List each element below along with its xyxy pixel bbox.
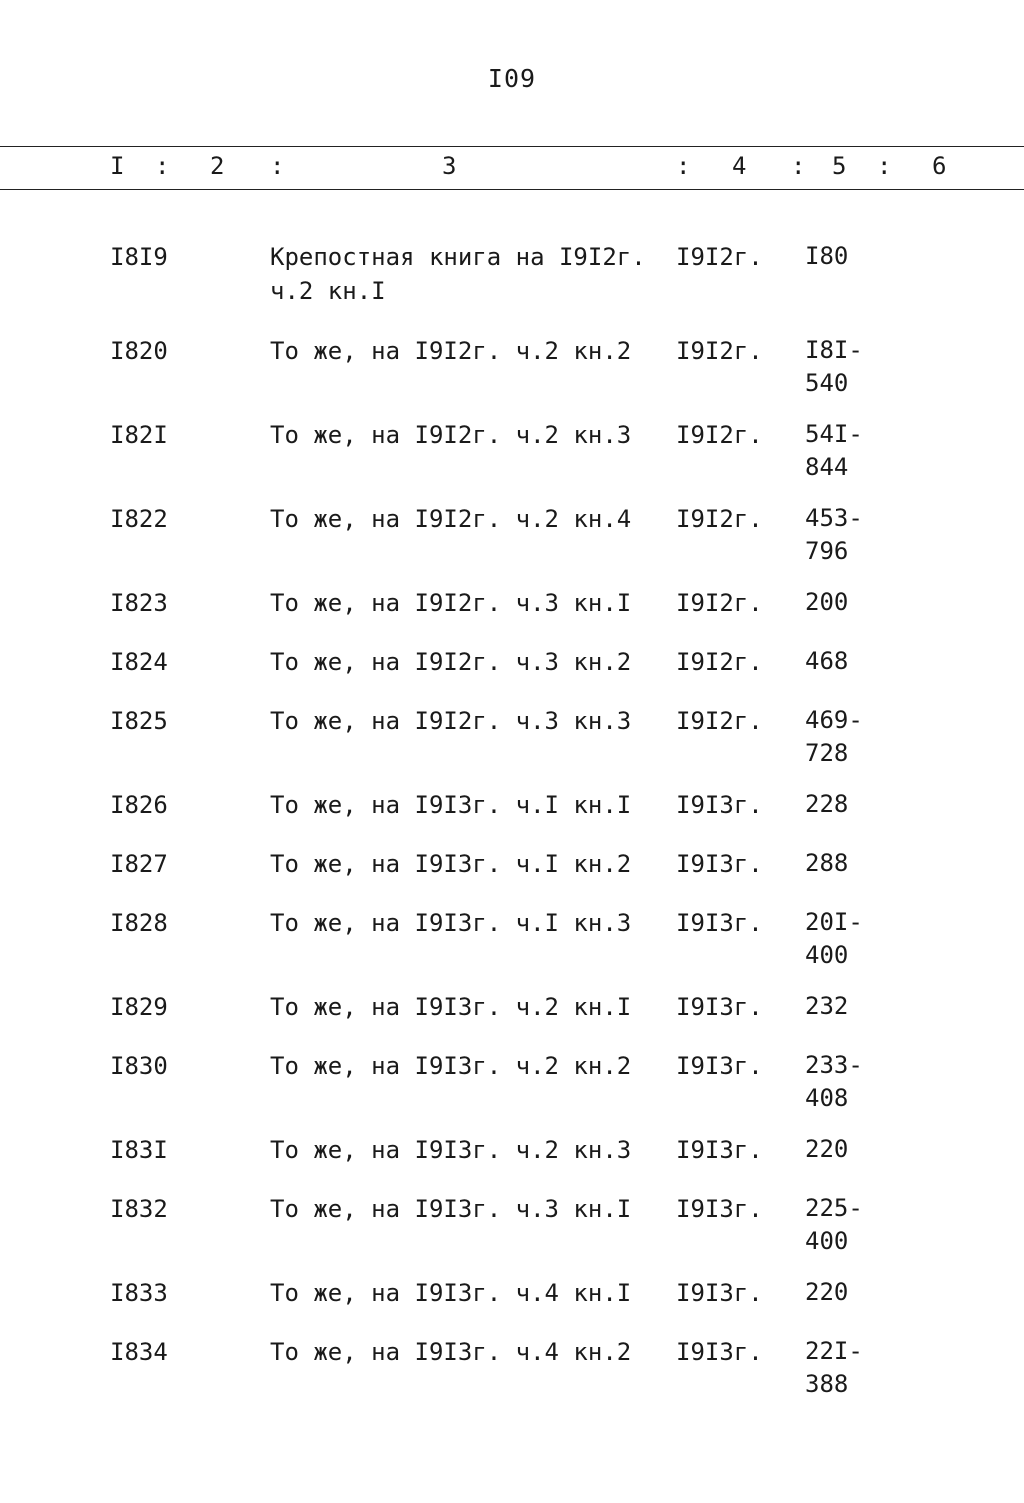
item-title: То же, на I9I2г. ч.3 кн.3 bbox=[270, 707, 632, 735]
inventory-row bbox=[0, 240, 1024, 334]
item-number: I829 bbox=[110, 993, 168, 1021]
column-header-4: 4 bbox=[732, 152, 747, 180]
column-separator: : bbox=[877, 152, 892, 180]
item-sheets bbox=[805, 1049, 863, 1115]
item-sheets-end: 540 bbox=[805, 369, 849, 397]
column-header-2: 2 bbox=[210, 152, 225, 180]
item-number: I828 bbox=[110, 909, 168, 937]
item-sheets-end: 408 bbox=[805, 1084, 849, 1112]
item-sheets: 468 bbox=[805, 647, 849, 675]
item-sheets bbox=[805, 334, 863, 400]
column-header-row bbox=[0, 148, 1024, 186]
header-bottom-rule bbox=[0, 189, 1024, 190]
item-title: То же, на I9I3г. ч.I кн.I bbox=[270, 791, 632, 819]
item-sheets-end: 844 bbox=[805, 453, 849, 481]
item-sheets: I80 bbox=[805, 242, 849, 270]
item-number: I82I bbox=[110, 421, 168, 449]
inventory-row bbox=[0, 990, 1024, 1049]
item-year: I9I3г. bbox=[676, 791, 763, 819]
item-title: То же, на I9I2г. ч.2 кн.4 bbox=[270, 505, 632, 533]
item-year: I9I2г. bbox=[676, 707, 763, 735]
item-sheets bbox=[805, 502, 863, 568]
item-number: I8I9 bbox=[110, 243, 168, 271]
inventory-row bbox=[0, 1049, 1024, 1133]
item-title: То же, на I9I3г. ч.2 кн.I bbox=[270, 993, 632, 1021]
inventory-row bbox=[0, 418, 1024, 502]
item-sheets-end: 400 bbox=[805, 941, 849, 969]
item-sheets-end: 400 bbox=[805, 1227, 849, 1255]
item-title: То же, на I9I2г. ч.3 кн.I bbox=[270, 589, 632, 617]
item-number: I830 bbox=[110, 1052, 168, 1080]
item-title: То же, на I9I3г. ч.3 кн.I bbox=[270, 1195, 632, 1223]
item-title: То же, на I9I3г. ч.4 кн.I bbox=[270, 1279, 632, 1307]
inventory-row bbox=[0, 1276, 1024, 1335]
item-sheets-end: 796 bbox=[805, 537, 849, 565]
item-number: I825 bbox=[110, 707, 168, 735]
item-sheets: 228 bbox=[805, 790, 849, 818]
item-sheets: 232 bbox=[805, 992, 849, 1020]
inventory-row bbox=[0, 847, 1024, 906]
item-title: То же, на I9I2г. ч.2 кн.3 bbox=[270, 421, 632, 449]
item-year: I9I3г. bbox=[676, 909, 763, 937]
item-number: I832 bbox=[110, 1195, 168, 1223]
column-header-6: 6 bbox=[932, 152, 947, 180]
column-separator: : bbox=[270, 152, 285, 180]
item-title bbox=[270, 240, 646, 308]
inventory-row bbox=[0, 1133, 1024, 1192]
inventory-row bbox=[0, 502, 1024, 586]
item-sheets: 288 bbox=[805, 849, 849, 877]
item-title: То же, на I9I2г. ч.3 кн.2 bbox=[270, 648, 632, 676]
item-sheets: 220 bbox=[805, 1278, 849, 1306]
item-sheets-start: 22I- bbox=[805, 1337, 863, 1365]
item-number: I822 bbox=[110, 505, 168, 533]
item-number: I834 bbox=[110, 1338, 168, 1366]
item-year: I9I2г. bbox=[676, 589, 763, 617]
item-sheets bbox=[805, 906, 863, 972]
item-year: I9I3г. bbox=[676, 1195, 763, 1223]
item-title: То же, на I9I3г. ч.I кн.2 bbox=[270, 850, 632, 878]
item-sheets bbox=[805, 418, 863, 484]
item-sheets-start: 453- bbox=[805, 504, 863, 532]
item-sheets: 220 bbox=[805, 1135, 849, 1163]
item-sheets-start: 54I- bbox=[805, 420, 863, 448]
column-separator: : bbox=[155, 152, 170, 180]
inventory-row bbox=[0, 1335, 1024, 1419]
item-year: I9I3г. bbox=[676, 1052, 763, 1080]
item-number: I826 bbox=[110, 791, 168, 819]
column-header-3: 3 bbox=[442, 152, 457, 180]
item-title-line1: Крепостная книга на I9I2г. bbox=[270, 243, 646, 271]
item-sheets bbox=[805, 1192, 863, 1258]
item-sheets-start: 233- bbox=[805, 1051, 863, 1079]
item-sheets-end: 728 bbox=[805, 739, 849, 767]
item-title: То же, на I9I2г. ч.2 кн.2 bbox=[270, 337, 632, 365]
item-number: I820 bbox=[110, 337, 168, 365]
item-year: I9I2г. bbox=[676, 505, 763, 533]
item-title: То же, на I9I3г. ч.2 кн.2 bbox=[270, 1052, 632, 1080]
item-number: I824 bbox=[110, 648, 168, 676]
inventory-row bbox=[0, 586, 1024, 645]
column-separator: : bbox=[676, 152, 691, 180]
header-top-rule bbox=[0, 146, 1024, 147]
page-number: I09 bbox=[487, 64, 537, 93]
item-year: I9I3г. bbox=[676, 993, 763, 1021]
inventory-list bbox=[0, 240, 1024, 1419]
item-year: I9I3г. bbox=[676, 1279, 763, 1307]
item-number: I827 bbox=[110, 850, 168, 878]
item-title-line2: ч.2 кн.I bbox=[270, 277, 386, 305]
item-title: То же, на I9I3г. ч.4 кн.2 bbox=[270, 1338, 632, 1366]
item-title: То же, на I9I3г. ч.I кн.3 bbox=[270, 909, 632, 937]
item-title: То же, на I9I3г. ч.2 кн.3 bbox=[270, 1136, 632, 1164]
inventory-row bbox=[0, 645, 1024, 704]
column-header-5: 5 bbox=[832, 152, 847, 180]
item-year: I9I3г. bbox=[676, 1338, 763, 1366]
item-number: I833 bbox=[110, 1279, 168, 1307]
item-year: I9I2г. bbox=[676, 648, 763, 676]
column-header-1: I bbox=[110, 152, 125, 180]
item-number: I83I bbox=[110, 1136, 168, 1164]
inventory-row bbox=[0, 1192, 1024, 1276]
item-number: I823 bbox=[110, 589, 168, 617]
item-year: I9I3г. bbox=[676, 850, 763, 878]
item-year: I9I2г. bbox=[676, 243, 763, 271]
inventory-row bbox=[0, 704, 1024, 788]
item-year: I9I2г. bbox=[676, 337, 763, 365]
inventory-row bbox=[0, 788, 1024, 847]
item-sheets-start: 469- bbox=[805, 706, 863, 734]
item-sheets: 200 bbox=[805, 588, 849, 616]
item-sheets-end: 388 bbox=[805, 1370, 849, 1398]
item-sheets-start: 20I- bbox=[805, 908, 863, 936]
inventory-row bbox=[0, 906, 1024, 990]
item-year: I9I2г. bbox=[676, 421, 763, 449]
item-sheets bbox=[805, 704, 863, 770]
item-sheets-start: 225- bbox=[805, 1194, 863, 1222]
inventory-row bbox=[0, 334, 1024, 418]
column-separator: : bbox=[791, 152, 806, 180]
item-sheets bbox=[805, 1335, 863, 1401]
item-year: I9I3г. bbox=[676, 1136, 763, 1164]
item-sheets-start: I8I- bbox=[805, 336, 863, 364]
